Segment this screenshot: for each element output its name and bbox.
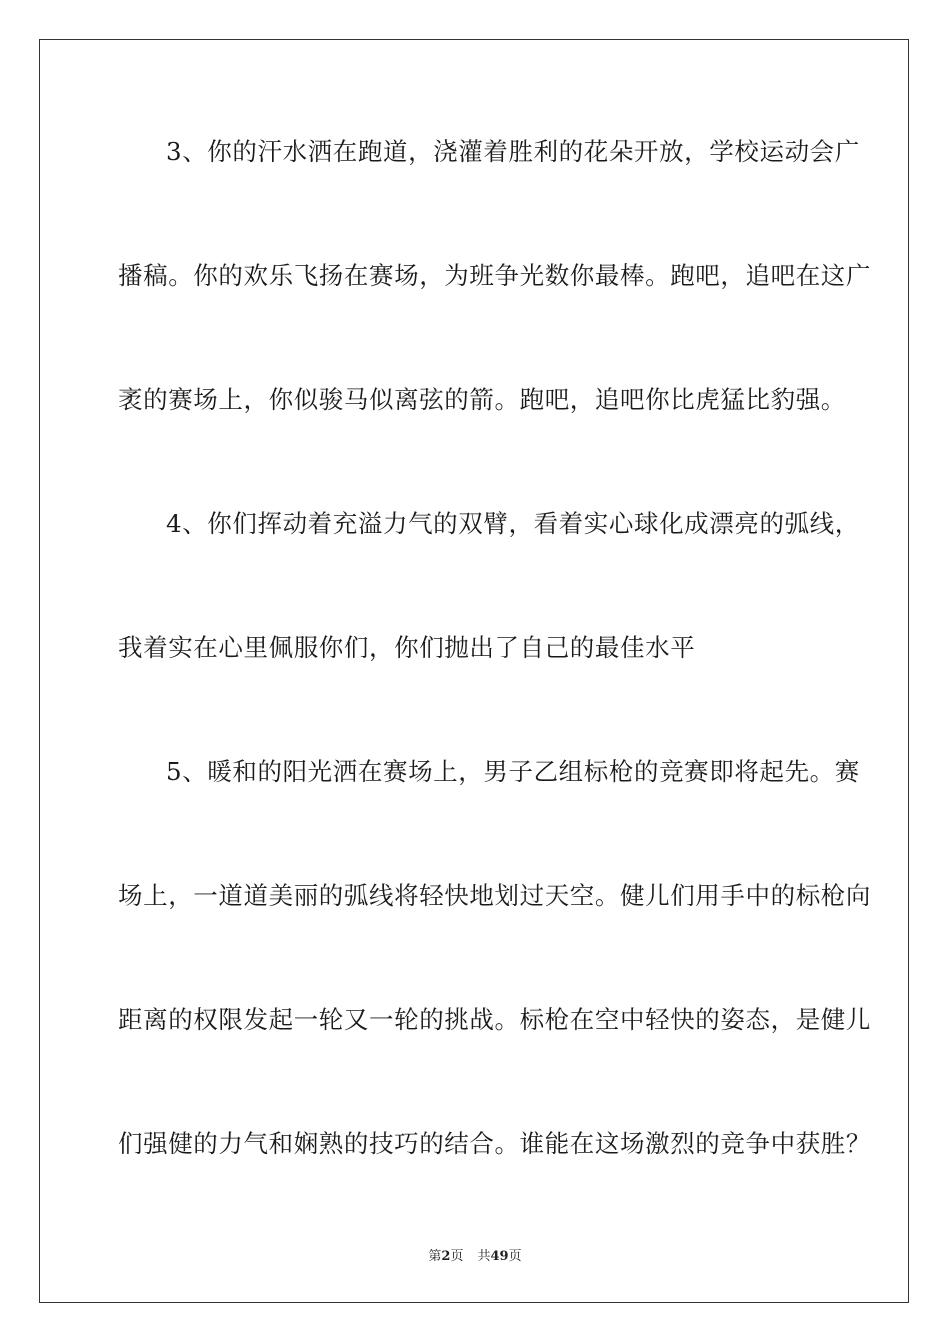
page-border <box>39 39 909 1303</box>
paragraph-5-line-1: 5、暖和的阳光洒在赛场上，男子乙组标枪的竞赛即将起先。赛 <box>166 757 860 786</box>
page-suffix: 页 <box>450 1249 464 1264</box>
paragraph-4-line-1: 4、你们挥动着充溢力气的双臂，看着实心球化成漂亮的弧线， <box>166 509 860 538</box>
paragraph-5-line-2: 场上，一道道美丽的弧线将轻快地划过天空。健儿们用手中的标枪向 <box>118 881 871 910</box>
page-number: 2 <box>441 1249 451 1264</box>
paragraph-5-line-4: 们强健的力气和娴熟的技巧的结合。谁能在这场激烈的竞争中获胜？ <box>118 1129 871 1158</box>
paragraph-3-line-1: 3、你的汗水洒在跑道，浇灌着胜利的花朵开放，学校运动会广 <box>166 137 860 166</box>
paragraph-4-line-2: 我着实在心里佩服你们，你们抛出了自己的最佳水平 <box>118 633 696 662</box>
paragraph-3-line-2: 播稿。你的欢乐飞扬在赛场，为班争光数你最棒。跑吧，追吧在这广 <box>118 261 871 290</box>
page-footer <box>0 1248 950 1266</box>
paragraph-3-line-3: 袤的赛场上，你似骏马似离弦的箭。跑吧，追吧你比虎猛比豹强。 <box>118 385 846 414</box>
paragraph-5-line-3: 距离的权限发起一轮又一轮的挑战。标枪在空中轻快的姿态，是健儿 <box>118 1005 871 1034</box>
total-suffix: 页 <box>508 1249 522 1264</box>
total-prefix: 共 <box>477 1249 491 1264</box>
total-pages: 49 <box>490 1249 509 1264</box>
page-prefix: 第 <box>428 1249 442 1264</box>
